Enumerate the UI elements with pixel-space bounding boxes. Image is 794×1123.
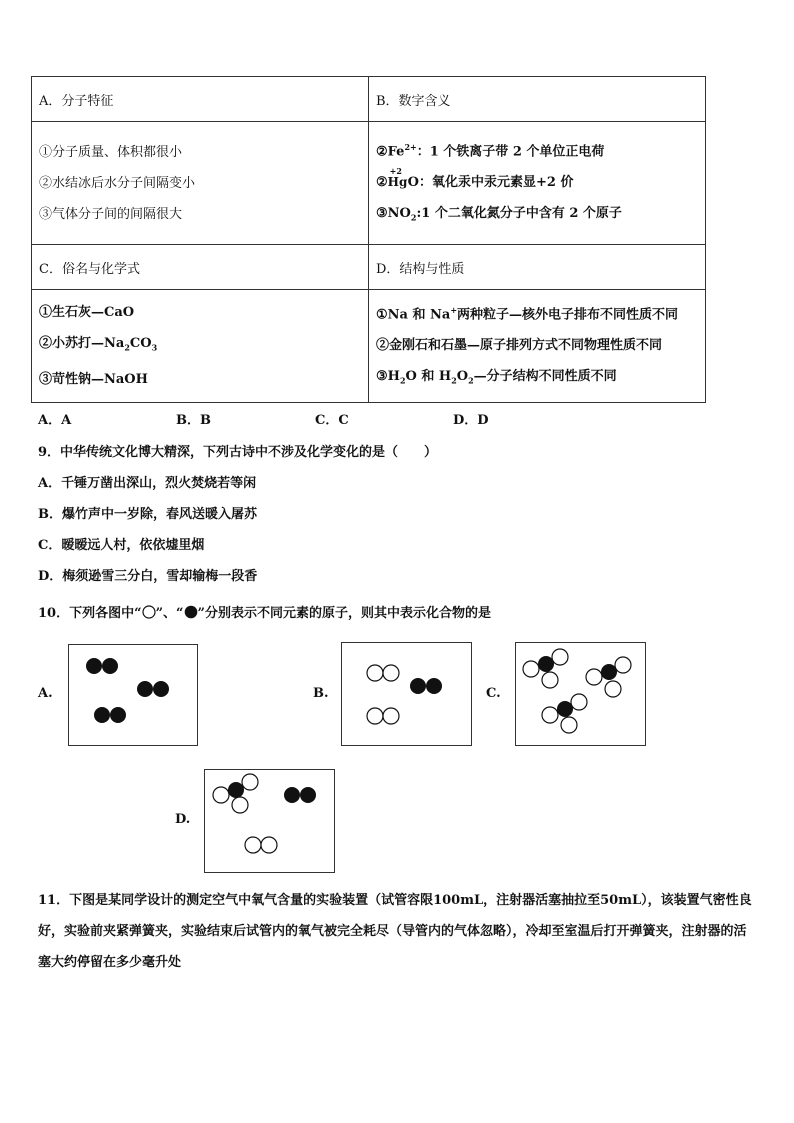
q10-label-c[interactable]: C. xyxy=(486,686,501,701)
q10-diagram-b[interactable] xyxy=(341,642,472,746)
c-item-3: ③苛性钠—NaOH xyxy=(39,371,148,387)
q10-diagram-c[interactable] xyxy=(515,642,646,746)
q8-option-a[interactable]: A．A xyxy=(38,413,72,428)
q10-label-d[interactable]: D. xyxy=(175,812,191,827)
q10-diagram-d[interactable] xyxy=(204,769,335,873)
a-item-3: ③气体分子间的间隔很大 xyxy=(39,206,183,222)
d-item-3: $③H_2O$ 和 $H_2O_2—$分子结构不同性质不同 xyxy=(376,369,617,386)
cell-c-body xyxy=(32,290,369,403)
hg-symbol: +2 Hg xyxy=(387,166,408,190)
cell-b-head xyxy=(369,77,706,122)
a-head-text: A．分子特征 xyxy=(39,93,114,109)
q8-option-c[interactable]: C．C xyxy=(315,413,349,428)
b-item-2: ② +2 HgO：氧化汞中汞元素显+2 价 xyxy=(376,167,698,198)
q9-option-d[interactable]: D．梅须逊雪三分白，雪却输梅一段香 xyxy=(38,569,258,584)
cell-d-head xyxy=(369,245,706,290)
b-item-1: $②Fe^{2+}$：1 个铁离子带 2 个单位正电荷 xyxy=(376,142,605,160)
c-head-text: C．俗名与化学式 xyxy=(39,261,140,277)
q9-option-a[interactable]: A．千锤万凿出深山，烈火焚烧若等闲 xyxy=(38,476,257,491)
q10-label-a[interactable]: A. xyxy=(38,686,53,701)
c-item-1: ①生石灰—CaO xyxy=(39,305,135,321)
q9-option-c[interactable]: C．暧暧远人村，依依墟里烟 xyxy=(38,538,205,553)
cell-a-body xyxy=(32,122,369,245)
b-item-3: $③NO_2:1$ 个二氧化氮分子中含有 2 个原子 xyxy=(376,206,622,223)
d-item-2: ②金刚石和石墨—原子排列方式不同物理性质不同 xyxy=(376,338,663,354)
c-item-2: ②小苏打$—Na_2CO_3$ xyxy=(39,336,158,353)
cell-c-head xyxy=(32,245,369,290)
q11-text: 11．下图是某同学设计的测定空气中氧气含量的实验装置（试管容限100mL，注射器活塞抽拉至50mL），该装置气密性良好，实验前夹紧弹簧夹，实验结束后试管内的氧气被完全耗尽（导管内的气体忽略），冷却至室温后打开弹簧夹，注射器的活塞大约停留在多少毫升处 xyxy=(38,893,752,970)
d-head-text: D．结构与性质 xyxy=(376,261,465,277)
white-atom-icon xyxy=(142,605,156,619)
q10-diagram-a[interactable] xyxy=(68,644,198,746)
q10-label-b[interactable]: B. xyxy=(313,686,329,701)
b-head-text: B．数字含义 xyxy=(376,93,451,109)
q9-option-b[interactable]: B．爆竹声中一岁除，春风送暖入屠苏 xyxy=(38,507,257,522)
a-item-2: ②水结冰后水分子间隔变小 xyxy=(39,175,196,191)
cell-a-head xyxy=(32,77,369,122)
cell-b-body xyxy=(369,122,706,245)
a-item-1: ①分子质量、体积都很小 xyxy=(39,144,183,160)
d-item-1: ①Na 和 Na+两种粒子—核外电子排布不同性质不同 xyxy=(376,305,679,323)
cell-d-body xyxy=(369,290,706,403)
black-atom-icon xyxy=(184,605,198,619)
q10-stem: 10．下列各图中“ ”、“ ”分别表示不同元素的原子，则其中表示化合物的是 xyxy=(38,606,492,621)
q8-option-b[interactable]: B．B xyxy=(176,413,211,428)
q9-stem: 9．中华传统文化博大精深，下列古诗中不涉及化学变化的是（ ） xyxy=(38,445,438,460)
q8-table xyxy=(31,76,706,403)
q8-option-d[interactable]: D．D xyxy=(453,413,489,428)
